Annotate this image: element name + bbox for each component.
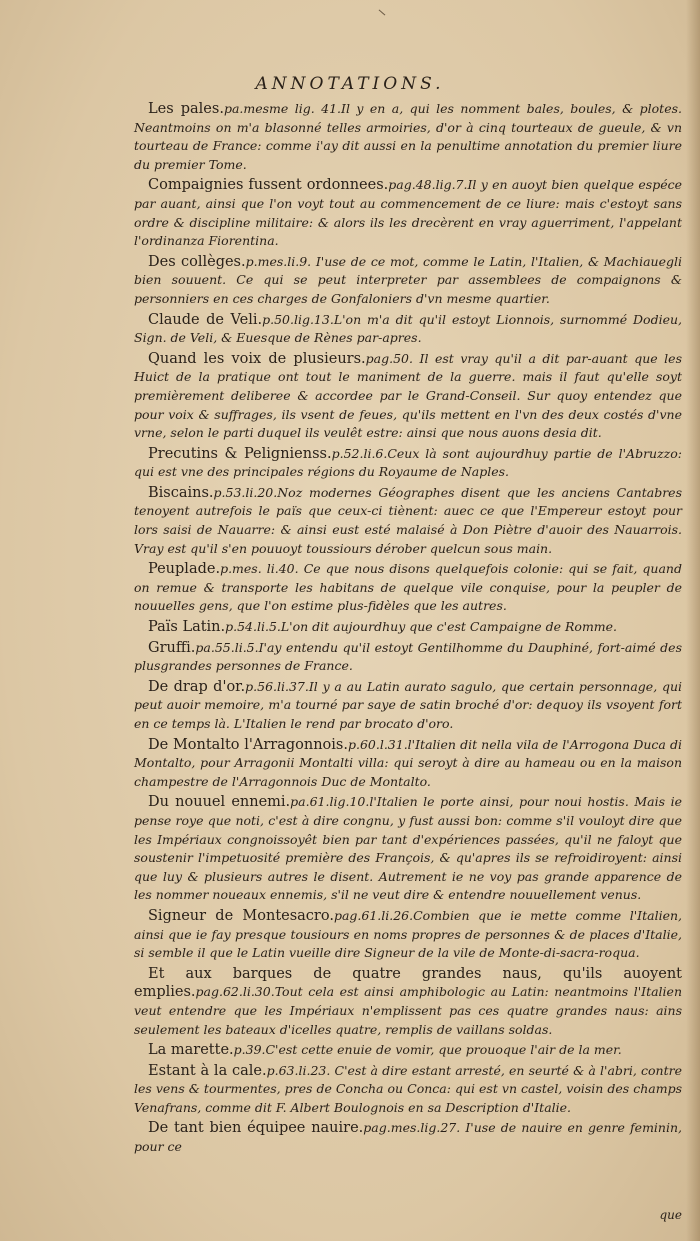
annotation-entry (134, 965, 682, 1039)
running-head: ANNOTATIONS. (255, 74, 445, 94)
annotation-entry (134, 176, 682, 250)
annotation-entry (134, 736, 682, 792)
entry-note: p.53.li.20.Noz modernes Géographes disent que les anciens Cantabres tenoyent autrefois le païs que ceux-ci tiènent: auec ce que l'Empereur estoyt pour lors saisi de Nauarre: & ainsi eust esté malaisé à Don Piètre d'auoir des Nauarrois. Vray est qu'il s'en pouuoyt toussiours dérober quelcun sous main. (134, 484, 682, 556)
entry-lemma: La marette. (148, 1042, 234, 1059)
annotation-entry (134, 560, 682, 616)
annotation-entry (134, 311, 682, 348)
annotation-entry (134, 253, 682, 309)
annotation-entry (134, 484, 682, 558)
entry-lemma: De Montalto l'Arragonnois. (148, 736, 348, 753)
entry-lemma: Signeur de Montesacro. (148, 907, 334, 924)
annotation-entry (134, 793, 682, 905)
entry-note: pa.mesme lig. 41.Il y en a, qui les nomment bales, boules, & plotes. Neantmoins on m'a blasonné telles armoiries, d'or à cinq tourteaux de gueule, & vn tourteau de France: comme i'ay dit aussi en la penultime annotation du premier liure du premier Tome. (134, 101, 682, 172)
catchword: que (659, 1208, 682, 1222)
ink-mark (379, 10, 386, 16)
entry-lemma: Peuplade. (148, 561, 221, 578)
entry-lemma: Gruffi. (148, 639, 196, 656)
entry-note: p.50.lig.13.L'on m'a dit qu'il estoyt Lionnois, surnommé Dodieu, Sign. de Veli, & Euesque de Rènes par-apres. (134, 311, 683, 346)
annotation-entry (134, 1119, 682, 1156)
entry-note: p.54.li.5.L'on dit aujourdhuy que c'est Campaigne de Romme. (225, 619, 618, 635)
annotation-entry (134, 350, 682, 443)
entry-note: pa.55.li.5.I'ay entendu qu'il estoyt Gentilhomme du Dauphiné, fort-aimé des plusgrandes personnes de France. (134, 639, 682, 674)
entry-lemma: Claude de Veli. (148, 311, 263, 328)
entry-note: pag.50. Il est vray qu'il a dit par-auant que les Huict de la pratique ont tout le maniment de la guerre. mais il faut qu'elle soyt premièrement deliberee & accordee par le Grand-Conseil. Sur quoy entendez que pour voix & suffrages, ils vsent de feues, qu'ils mettent en l'vn des deux costés d'vne vrne, selon le parti duquel ils veulêt estre: ainsi que nous auons desia dit. (134, 350, 682, 441)
entry-lemma: De drap d'or. (148, 678, 246, 695)
entry-note: pag.48.lig.7.Il y en auoyt bien quelque espéce par auant, ainsi que l'on voyt tout au commencement de ce liure: mais c'estoyt sans ordre & discipline militaire: & alors ils les drecèrent en vray aguerriment, l'appelant l'ordinanza Fiorentina. (134, 177, 682, 249)
entry-note: pag.61.li.26.Combien que ie mette comme l'Italien, ainsi que ie fay presque tousiours en noms propres de personnes & de places d'Italie, si semble il que le Latin vueille dire Signeur de la vile de Monte-di-sacra-roqua. (134, 907, 682, 961)
entry-note: p.39.C'est cette enuie de vomir, que prouoque l'air de la mer. (233, 1042, 622, 1058)
entry-lemma: Du nouuel ennemi. (148, 794, 291, 811)
entry-note: p.60.l.31.l'Italien dit nella vila de l'Arrogona Duca di Montalto, pour Arragonii Montalti villa: qui seroyt à dire au hameau ou en la maison champestre de l'Arragonnois Duc de Montalto. (134, 736, 682, 789)
entry-lemma: Des collèges. (148, 253, 246, 270)
entry-lemma: De tant bien équipee nauire. (148, 1120, 364, 1137)
annotation-entry (134, 907, 682, 963)
entry-lemma: Les pales. (148, 101, 224, 117)
annotation-entry (134, 1041, 682, 1060)
annotation-entry (134, 1062, 682, 1118)
entry-note: pag.62.li.30.Tout cela est ainsi amphibologic au Latin: neantmoins l'Italien veut entendre que les Impériaux n'emplissent pas ces quatre grandes naus: ains seulement les bateaux d'icelles quatre, remplis de vaillans soldas. (134, 984, 682, 1037)
annotation-entry (134, 445, 682, 482)
entry-lemma: Biscains. (148, 484, 214, 501)
entry-note: p.mes.li.9. I'use de ce mot, comme le Latin, l'Italien, & Machiauegli bien souuent. Ce qui se peut interpreter par assemblees de compaignons & personniers en ces charges de Gonfaloniers d'vn mesme quartier. (134, 253, 682, 306)
entry-note: p.mes. li.40. Ce que nous disons quelquefois colonie: qui se fait, quand on remue & transporte les habitans de quelque vile conquise, pour la peupler de nouuelles gens, que l'on estime plus-fidèles que les autres. (134, 561, 682, 614)
entry-note: p.63.li.23. C'est à dire estant arresté, en seurté & à l'abri, contre les vens & tourmentes, pres de Concha ou Conca: qui est vn castel, voisin des champs Venafrans, comme dit F. Albert Boulognois en sa Description d'Italie. (134, 1062, 682, 1115)
entry-note: p.56.li.37.Il y a au Latin aurato sagulo, que certain personnage, qui peut auoir memoire, m'a tourné par saye de satin broché d'or: dequoy ils vsoyent fort en ce temps là. L'Italien le rend par brocato d'oro. (134, 678, 683, 731)
annotations-text (134, 100, 682, 1159)
entry-lemma: Païs Latin. (148, 619, 226, 636)
annotation-entry (134, 639, 682, 676)
annotation-entry (134, 618, 682, 637)
entry-lemma: Et aux barques de quatre grandes naus, qu'ils auoyent emplies. (134, 965, 682, 1001)
entry-lemma: Compaignies fussent ordonnees. (148, 177, 389, 194)
entry-lemma: Precutins & Pelignienss. (148, 445, 332, 462)
entry-note: pag.mes.lig.27. I'use de nauire en genre feminin, pour ce (134, 1120, 682, 1155)
entry-note: pa.61.lig.10.l'Italien le porte ainsi, pour noui hostis. Mais ie pense roye que noti, c'est à dire congnu, y fust aussi bon: comme s'il vouloyt dire que les Impériaux congnoissoyêt bien par tant d'expériences passées, qu'il ne faloyt que soustenir l'impetuosité première des François, & qu'apres ils se refroidiroyent: ainsi que luy & plusieurs autres le disent. Autrement ie ne voy pas grande apparence de les nommer noueaux ennemis, s'il ne veut dire & entendre nouuellement venus. (134, 794, 682, 903)
annotation-entry (134, 678, 682, 734)
annotation-entry (134, 100, 682, 174)
entry-lemma: Quand les voix de plusieurs. (148, 350, 366, 367)
entry-lemma: Estant à la cale. (148, 1062, 267, 1079)
entry-note: p.52.li.6.Ceux là sont aujourdhuy partie de l'Abruzzo: qui est vne des principales régions du Royaume de Naples. (134, 445, 683, 480)
